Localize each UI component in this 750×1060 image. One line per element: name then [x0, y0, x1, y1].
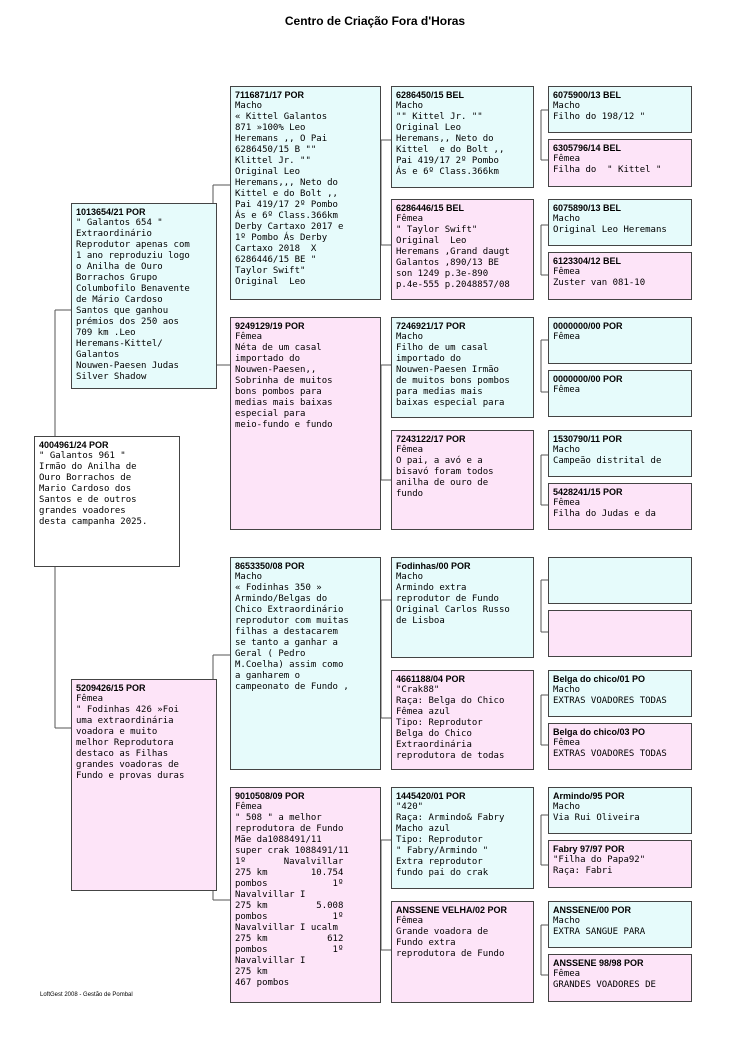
ring-number: 6123304/12 BEL — [553, 256, 622, 266]
pedigree-card-ff — [230, 86, 381, 300]
bird-notes: "Filha do Papa92" Raça: Fabri — [553, 855, 646, 876]
bird-sex: Macho — [396, 332, 424, 342]
pedigree-card-mff — [391, 557, 534, 658]
bird-notes: O pai, a avó e a bisavó foram todos anilha de ouro de fundo — [396, 456, 494, 499]
pedigree-card-mmff — [548, 787, 692, 834]
ring-number: 6286450/15 BEL — [396, 90, 465, 100]
bird-notes: Filho do 198/12 " — [553, 112, 646, 122]
ring-number: 9249129/19 POR — [235, 321, 305, 331]
pedigree-card-mf — [230, 557, 381, 770]
pedigree-card-fmff — [548, 317, 692, 364]
bird-notes: « Fodinhas 350 » Armindo/Belgas do Chico Extraordinário reprodutor com muitas filhas a destacarem se tanto a ganhar a Geral ( Pedro M.Coelha) assim como a ganharem o campeonato de Fundo , — [235, 583, 349, 692]
ring-number: 8653350/08 POR — [235, 561, 305, 571]
bird-notes: Campeão distrital de — [553, 456, 662, 466]
ring-number: ANSSENE/00 POR — [553, 905, 632, 915]
bird-notes: "Crak88" Raça: Belga do Chico Fêmea azul Tipo: Reprodutor Belga do Chico Extraordinária reprodutora de todas — [396, 685, 505, 761]
bird-sex: Fêmea — [553, 969, 581, 979]
ring-number: 4004961/24 POR — [39, 440, 109, 450]
pedigree-card-ffff — [548, 86, 692, 133]
pedigree-card-mmmm — [548, 954, 692, 1002]
bird-sex: Fêmea — [553, 385, 581, 395]
pedigree-card-father — [71, 203, 217, 389]
pedigree-card-mfmm — [548, 723, 692, 770]
bird-notes: « Kittel Galantos 871 »100% Leo Heremans ,, O Pai 6286450/15 B "" Klittel Jr. "" Original Leo Heremans,,, Neto do Kittel e do Bolt ,, Pai 419/17 2º Pombo Ás e 6º Class.366km Derby Cartaxo 2017 e 1º Pombo Ás Derby Cartaxo 2018 X 6286446/15 BE " Taylor Swift" Original Leo — [235, 112, 344, 287]
ring-number: Belga do chico/01 PO — [553, 674, 646, 684]
bird-notes: Filha do " Kittel " — [553, 165, 662, 175]
bird-notes: " Taylor Swift" Original Leo Heremans ,Grand daugt Galantos ,890/13 BE son 1249 p.3e-890 p.4e-555 p.2048857/08 — [396, 225, 510, 290]
bird-sex: Fêmea — [396, 916, 424, 926]
bird-sex: Fêmea — [396, 214, 424, 224]
ring-number: 9010508/09 POR — [235, 791, 305, 801]
bird-sex: Fêmea — [553, 267, 581, 277]
bird-sex: Fêmea — [76, 694, 104, 704]
bird-notes: Zuster van 081-10 — [553, 278, 646, 288]
pedigree-card-mmf — [391, 787, 534, 889]
pedigree-card-fmf — [391, 317, 534, 418]
bird-sex: Macho — [553, 101, 581, 111]
pedigree-card-mmm — [391, 901, 534, 1003]
ring-number: Armindo/95 POR — [553, 791, 625, 801]
bird-notes: "420" Raça: Armindo& Fabry Macho azul Tipo: Reprodutor " Fabry/Armindo " Extra reprodutor fundo pai do crak — [396, 802, 505, 878]
pedigree-card-ffmf — [548, 199, 692, 246]
pedigree-card-fmm — [391, 430, 534, 530]
bird-notes: " Galantos 961 " Irmão do Anilha de Ouro Borrachos de Mario Cardoso dos Santos e de outros grandes voadores desta campanha 2025. — [39, 451, 148, 527]
bird-notes: Néta de um casal importado do Nouwen-Paesen,, Sobrinha de muitos bons pombos para medias mais baixas especial para meio-fundo e fundo — [235, 343, 333, 430]
bird-sex: Fêmea — [235, 802, 263, 812]
bird-sex: Macho — [553, 685, 581, 695]
pedigree-card-mm — [230, 787, 381, 1003]
pedigree-card-mmmf — [548, 901, 692, 948]
bird-sex: Fêmea — [553, 332, 581, 342]
ring-number: 7243122/17 POR — [396, 434, 466, 444]
pedigree-card-ffmm — [548, 252, 692, 300]
pedigree-card-fffm — [548, 139, 692, 187]
bird-notes: Original Leo Heremans — [553, 225, 667, 235]
ring-number: 0000000/00 POR — [553, 321, 623, 331]
bird-sex: Macho — [553, 445, 581, 455]
bird-notes: Via Rui Oliveira — [553, 813, 640, 823]
pedigree-card-mother — [71, 679, 217, 891]
bird-notes: Grande voadora de Fundo extra reprodutora de Fundo — [396, 927, 505, 959]
bird-notes: " Galantos 654 " Extraordinário Reprodutor apenas com 1 ano reproduziu logo o Anilha de Ouro Borrachos Grupo Columbofilo Benavente de Mário Cardoso Santos que ganhou prémios dos 250 aos 709 km .Leo Heremans-Kittel/ Galantos Nouwen-Paesen Judas Silver Shadow — [76, 218, 190, 382]
bird-sex: Fêmea — [553, 154, 581, 164]
ring-number: 1445420/01 POR — [396, 791, 466, 801]
pedigree-card-mffm — [548, 610, 692, 657]
ring-number: 4661188/04 POR — [396, 674, 466, 684]
ring-number: 6286446/15 BEL — [396, 203, 465, 213]
pedigree-card-mfmf — [548, 670, 692, 717]
bird-notes: " Fodinhas 426 »Foi uma extraordinária voadora e muito melhor Reprodutora destaco as Filhas grandes voadoras de Fundo e provas duras — [76, 705, 185, 781]
bird-sex: Macho — [553, 802, 581, 812]
pedigree-card-fm — [230, 317, 381, 530]
bird-notes: Armindo extra reprodutor de Fundo Original Carlos Russo de Lisboa — [396, 583, 510, 626]
ring-number: 0000000/00 POR — [553, 374, 623, 384]
ring-number: ANSSENE 98/98 POR — [553, 958, 644, 968]
bird-notes: EXTRAS VOADORES TODAS — [553, 749, 667, 759]
bird-notes: Filha do Judas e da — [553, 509, 656, 519]
bird-sex: Macho — [235, 572, 263, 582]
bird-sex: Macho — [553, 916, 581, 926]
bird-sex: Fêmea — [553, 498, 581, 508]
pedigree-card-fff — [391, 86, 534, 188]
bird-sex: Macho — [396, 101, 424, 111]
ring-number: 5209426/15 POR — [76, 683, 146, 693]
bird-notes: GRANDES VOADORES DE — [553, 980, 656, 990]
bird-sex: Fêmea — [235, 332, 263, 342]
bird-notes: EXTRAS VOADORES TODAS — [553, 696, 667, 706]
bird-sex: Macho — [553, 214, 581, 224]
bird-sex: Fêmea — [553, 738, 581, 748]
bird-sex: Macho — [235, 101, 263, 111]
ring-number: Fabry 97/97 POR — [553, 844, 625, 854]
ring-number: 5428241/15 POR — [553, 487, 623, 497]
ring-number: 6075890/13 BEL — [553, 203, 622, 213]
pedigree-card-mmfm — [548, 840, 692, 888]
pedigree-card-mfff — [548, 557, 692, 604]
bird-notes: EXTRA SANGUE PARA — [553, 927, 646, 937]
footer-credit: LoftGest 2008 - Gestão de Pombal — [40, 992, 133, 998]
pedigree-card-fmmf — [548, 430, 692, 477]
bird-notes: " 508 " a melhor reprodutora de Fundo Mãe da1088491/11 super crak 1088491/11 1º Navalvillar 275 km 10.754 pombos 1º Navalvillar I 275 km 5.008 pombos 1º Navalvillar I ucalm 275 km 612 pombos 1º Navalvillar I 275 km 467 pombos — [235, 813, 349, 988]
ring-number: Fodinhas/00 POR — [396, 561, 471, 571]
ring-number: 7116871/17 POR — [235, 90, 305, 100]
pedigree-card-ffm — [391, 199, 534, 300]
ring-number: 6305796/14 BEL — [553, 143, 622, 153]
pedigree-card-subject — [34, 436, 180, 567]
ring-number: ANSSENE VELHA/02 POR — [396, 905, 508, 915]
bird-notes: "" Kittel Jr. "" Original Leo Heremans,, Neto do Kittel e do Bolt ,, Pai 419/17 2º Pombo Ás e 6º Class.366km — [396, 112, 505, 177]
ring-number: 1530790/11 POR — [553, 434, 623, 444]
bird-notes: Filho de um casal importado do Nouwen-Paesen Irmão de muitos bons pombos para medias mais baixas especial para — [396, 343, 510, 408]
ring-number: 6075900/13 BEL — [553, 90, 622, 100]
pedigree-card-fmfm — [548, 370, 692, 417]
bird-sex: Fêmea — [396, 445, 424, 455]
ring-number: 1013654/21 POR — [76, 207, 146, 217]
ring-number: 7246921/17 POR — [396, 321, 466, 331]
ring-number: Belga do chico/03 PO — [553, 727, 646, 737]
bird-sex: Macho — [396, 572, 424, 582]
pedigree-card-fmmm — [548, 483, 692, 530]
pedigree-card-mfm — [391, 670, 534, 770]
page-title: Centro de Criação Fora d'Horas — [284, 14, 466, 28]
